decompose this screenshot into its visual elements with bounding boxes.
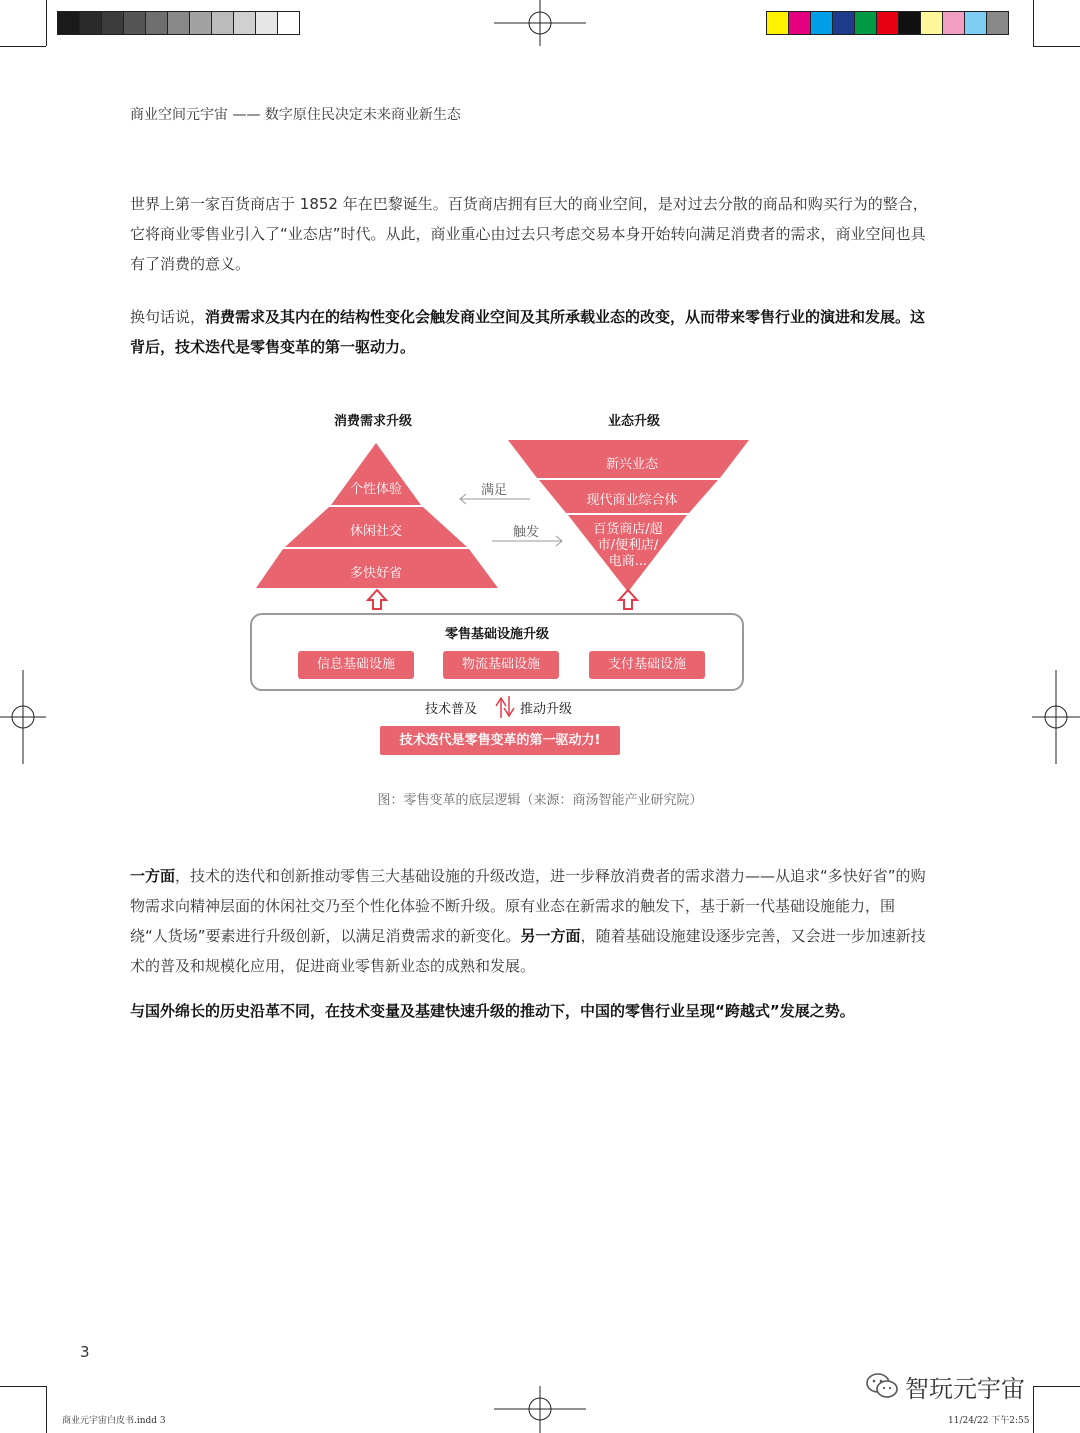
left-level-3-label: 多快好省 xyxy=(349,566,402,581)
paragraph-text: ，随着基础设施建设逐步完善，又会进一步加速新技术的普及和规模化应用，促进商业零售新业态的成熟和发展。 xyxy=(130,927,926,975)
driver-banner: 技术迭代是零售变革的第一驱动力! xyxy=(380,726,620,755)
file-info: 商业元宇宙白皮书.indd 3 xyxy=(62,1416,166,1426)
crop-mark xyxy=(46,1386,47,1433)
push-upgrade-label: 推动升级 xyxy=(520,702,573,717)
right-level-3-label: 百货商店/超 市/便利店/ 电商... xyxy=(593,522,663,569)
wechat-icon xyxy=(865,1372,899,1400)
crop-mark xyxy=(1033,1386,1080,1387)
tech-popularize-label: 技术普及 xyxy=(425,702,478,717)
up-arrow-right xyxy=(619,590,637,609)
trigger-arrow-label: 触发 xyxy=(513,525,540,540)
payment-infrastructure-tag: 支付基础设施 xyxy=(589,651,705,679)
infrastructure-title: 零售基础设施升级 xyxy=(444,627,549,642)
paragraph-text: 世界上第一家百货商店于 1852 年在巴黎诞生。百货商店拥有巨大的商业空间，是对过去分散的商品和购买行为的整合，它将商业零售业引入了“业态店”时代。从此，商业重心由过去只考虑交易本身开始转向满足消费者的需求，商业空间也具有了消费的意义。 xyxy=(130,195,928,273)
infrastructure-box xyxy=(250,613,744,691)
paragraph-two-sides xyxy=(130,861,930,981)
info-infrastructure-tag: 信息基础设施 xyxy=(298,651,414,679)
print-timestamp: 11/24/22 下午2:55 xyxy=(948,1416,1030,1426)
registration-mark-bottom xyxy=(494,1386,586,1433)
wechat-account-name: 智玩元宇宙 xyxy=(905,1374,1025,1403)
logistics-infrastructure-tag: 物流基础设施 xyxy=(443,651,559,679)
right-level-2-label: 现代商业综合体 xyxy=(586,493,678,508)
crop-mark xyxy=(0,1386,46,1387)
satisfy-arrow-label: 满足 xyxy=(481,483,508,498)
left-diagram-title: 消费需求升级 xyxy=(334,414,413,429)
paragraph-bold: 一方面 xyxy=(130,867,176,885)
page-number: 3 xyxy=(80,1343,90,1361)
right-diagram-title: 业态升级 xyxy=(608,414,661,429)
figure-caption: 图：零售变革的底层逻辑（来源：商汤智能产业研究院） xyxy=(377,793,703,808)
left-level-2-label: 休闲社交 xyxy=(349,524,402,539)
running-header: 商业空间元宇宙 —— 数字原住民决定未来商业新生态 xyxy=(130,107,461,123)
paragraph-conclusion xyxy=(130,996,930,1026)
up-arrow-left xyxy=(368,590,386,609)
left-level-1-label: 个性体验 xyxy=(349,482,402,497)
paragraph-lead: 换句话说， xyxy=(130,308,206,326)
paragraph-bold: 与国外绵长的历史沿革不同，在技术变量及基建快速升级的推动下，中国的零售行业呈现“跨越式”发展之势。 xyxy=(130,1002,855,1020)
paragraph-bold: 另一方面 xyxy=(520,927,581,945)
wechat-watermark xyxy=(865,1370,1025,1402)
paragraph-bold: 消费需求及其内在的结构性变化会触发商业空间及其所承载业态的改变，从而带来零售行业的演进和发展。这背后，技术迭代是零售变革的第一驱动力。 xyxy=(130,308,926,356)
bidirectional-arrows xyxy=(496,696,514,718)
crop-mark xyxy=(1033,1386,1034,1433)
right-level-1-label: 新兴业态 xyxy=(605,457,658,472)
paragraph-text: ，技术的迭代和创新推动零售三大基础设施的升级改造，进一步释放消费者的需求潜力——从追求“多快好省”的购物需求向精神层面的休闲社交乃至个性化体验不断升级。原有业态在新需求的触发下，基于新一代基础设施能力，围绕“人货场”要素进行升级创新，以满足消费需求的新变化。 xyxy=(130,867,926,945)
